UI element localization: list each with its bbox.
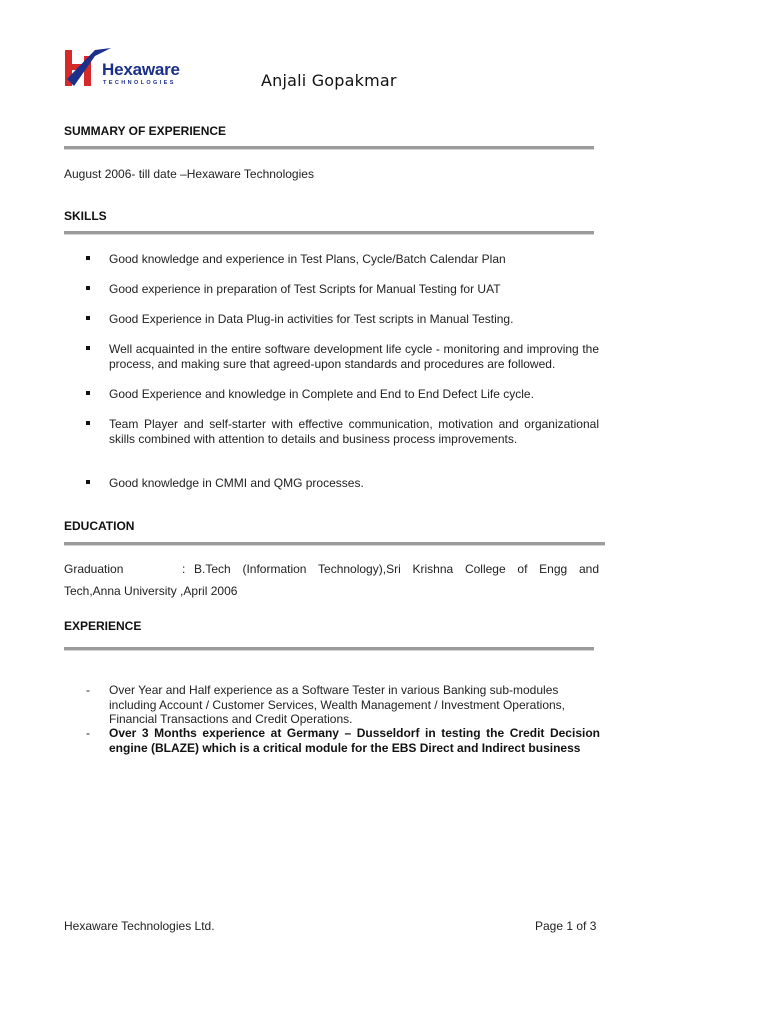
education-colon: : [182,562,186,576]
page-number: Page 1 of 3 [535,919,597,933]
bullet-icon [86,256,90,260]
bullet-icon [86,480,90,484]
logo-subtitle: TECHNOLOGIES [103,80,176,86]
experience-heading: EXPERIENCE [64,619,142,633]
education-university: Tech,Anna University ,April 2006 [64,584,238,598]
education-divider [64,542,605,546]
candidate-name: Anjali Gopakmar [261,71,397,90]
education-label: Graduation [64,562,124,576]
bullet-icon [86,346,90,350]
bullet-icon [86,391,90,395]
hexaware-logo [64,46,188,90]
education-degree: B.Tech (Information Technology),Sri Krishna College of Engg and [194,562,599,576]
experience-divider [64,647,594,651]
summary-divider [64,146,594,150]
skills-heading: SKILLS [64,209,107,223]
education-heading: EDUCATION [64,519,135,533]
bullet-icon [86,286,90,290]
bullet-icon [86,316,90,320]
logo-wordmark: Hexaware [102,60,180,79]
summary-text: August 2006- till date –Hexaware Technologies [64,167,314,181]
summary-heading: SUMMARY OF EXPERIENCE [64,124,227,138]
footer-company: Hexaware Technologies Ltd. [64,919,215,933]
bullet-icon [86,421,90,425]
skills-divider [64,231,594,235]
